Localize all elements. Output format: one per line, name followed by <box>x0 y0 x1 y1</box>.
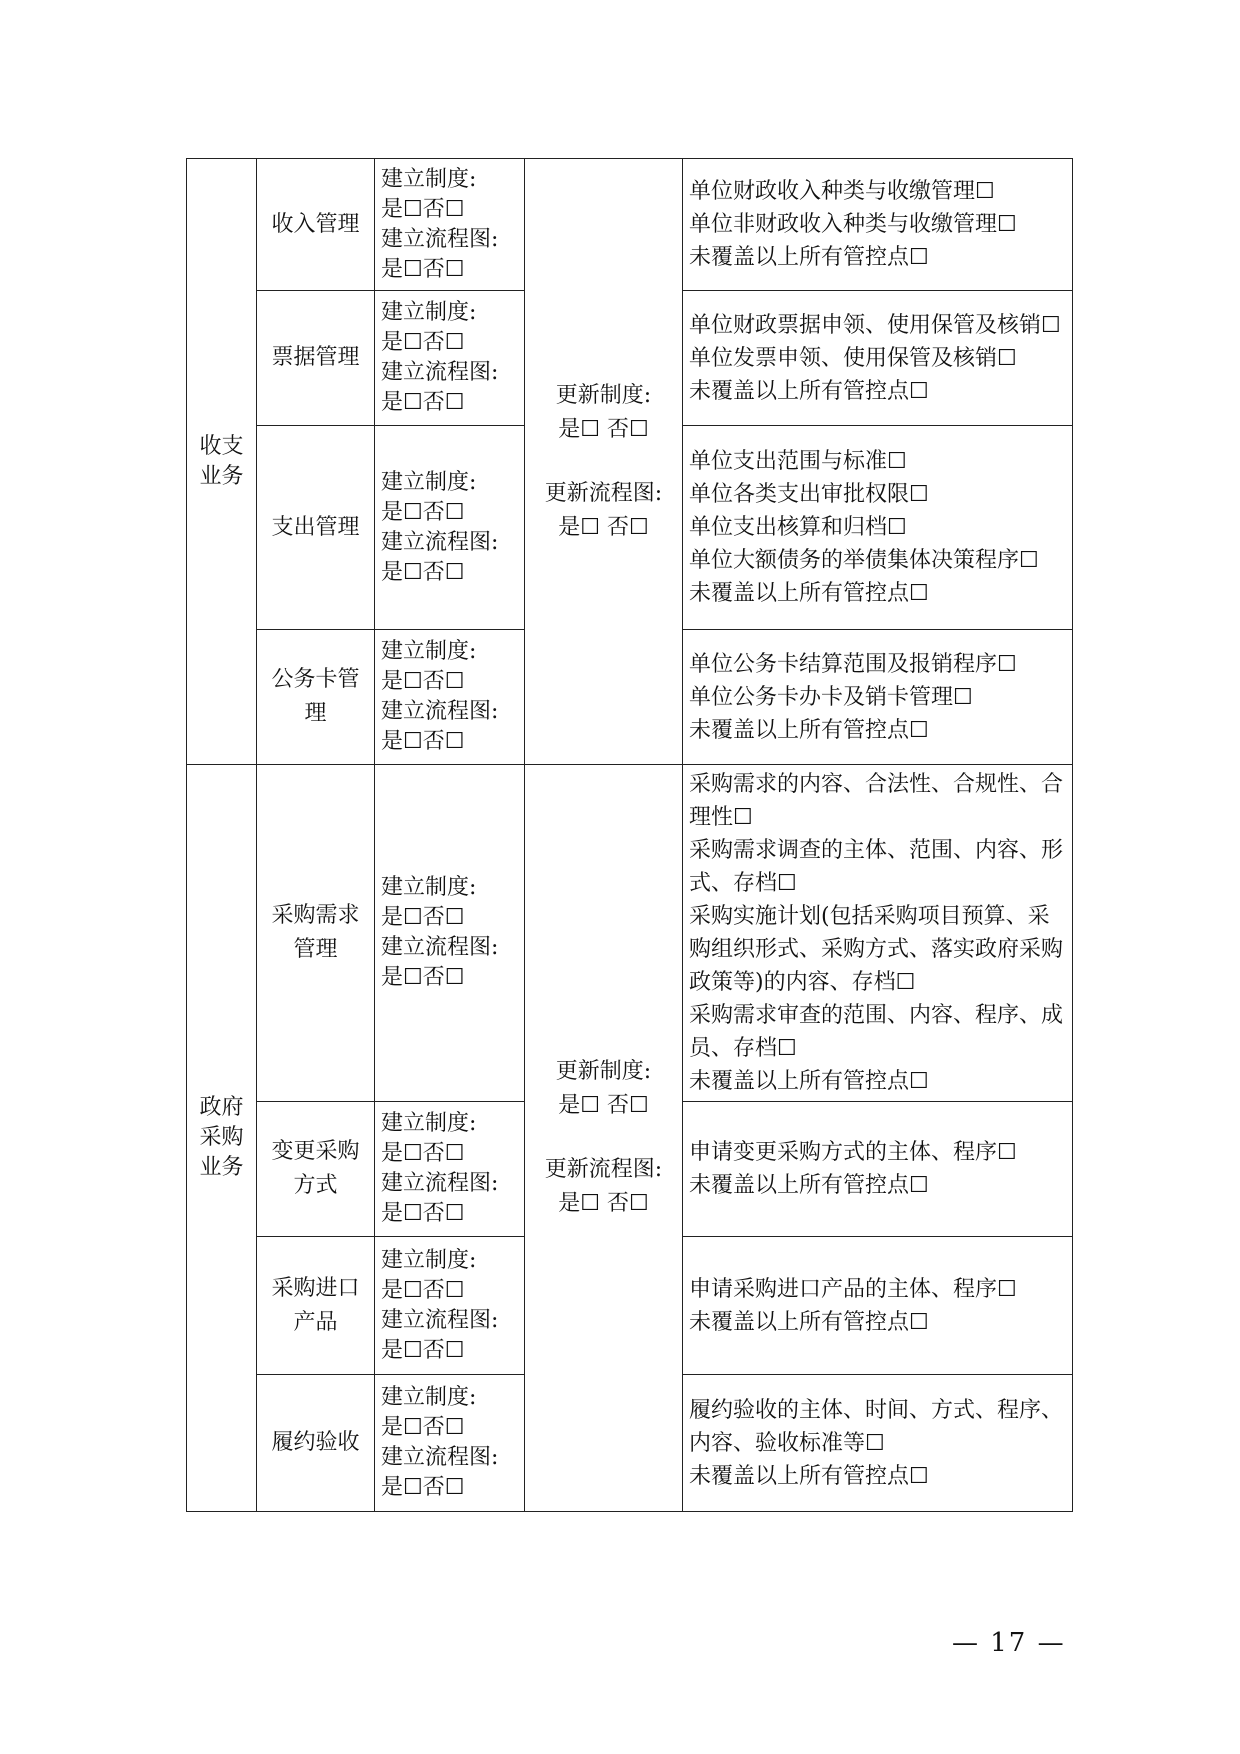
establish-cell: 建立制度: 是☐否☐ 建立流程图: 是☐否☐ <box>375 765 525 1102</box>
control-points-cell: 单位财政收入种类与收缴管理☐ 单位非财政收入种类与收缴管理☐ 未覆盖以上所有管控点☐ <box>683 159 1073 291</box>
page-number: — 17 — <box>952 1628 1066 1658</box>
establish-cell: 建立制度: 是☐否☐ 建立流程图: 是☐否☐ <box>375 426 525 630</box>
item-cell: 收入管理 <box>257 159 375 291</box>
item-cell: 票据管理 <box>257 291 375 426</box>
establish-cell: 建立制度: 是☐否☐ 建立流程图: 是☐否☐ <box>375 1237 525 1375</box>
item-cell: 变更采购 方式 <box>257 1102 375 1237</box>
update-cell: 更新制度: 是☐ 否☐ 更新流程图: 是☐ 否☐ <box>525 765 683 1512</box>
establish-cell: 建立制度: 是☐否☐ 建立流程图: 是☐否☐ <box>375 1375 525 1512</box>
item-cell: 支出管理 <box>257 426 375 630</box>
item-cell: 公务卡管 理 <box>257 630 375 765</box>
category-cell: 收支 业务 <box>187 159 257 765</box>
control-points-cell: 单位公务卡结算范围及报销程序☐ 单位公务卡办卡及销卡管理☐ 未覆盖以上所有管控点☐ <box>683 630 1073 765</box>
control-points-cell: 履约验收的主体、时间、方式、程序、内容、验收标准等☐ 未覆盖以上所有管控点☐ <box>683 1375 1073 1512</box>
update-cell: 更新制度: 是☐ 否☐ 更新流程图: 是☐ 否☐ <box>525 159 683 765</box>
control-points-cell: 申请采购进口产品的主体、程序☐ 未覆盖以上所有管控点☐ <box>683 1237 1073 1375</box>
category-cell: 政府 采购 业务 <box>187 765 257 1512</box>
control-points-cell: 单位支出范围与标准☐ 单位各类支出审批权限☐ 单位支出核算和归档☐ 单位大额债务的举债集体决策程序☐ 未覆盖以上所有管控点☐ <box>683 426 1073 630</box>
establish-cell: 建立制度: 是☐否☐ 建立流程图: 是☐否☐ <box>375 291 525 426</box>
establish-cell: 建立制度: 是☐否☐ 建立流程图: 是☐否☐ <box>375 159 525 291</box>
item-cell: 采购需求 管理 <box>257 765 375 1102</box>
establish-cell: 建立制度: 是☐否☐ 建立流程图: 是☐否☐ <box>375 1102 525 1237</box>
establish-cell: 建立制度: 是☐否☐ 建立流程图: 是☐否☐ <box>375 630 525 765</box>
item-cell: 采购进口 产品 <box>257 1237 375 1375</box>
item-cell: 履约验收 <box>257 1375 375 1512</box>
table-row <box>187 765 1073 1102</box>
control-points-cell: 申请变更采购方式的主体、程序☐ 未覆盖以上所有管控点☐ <box>683 1102 1073 1237</box>
control-points-cell: 单位财政票据申领、使用保管及核销☐ 单位发票申领、使用保管及核销☐ 未覆盖以上所有管控点☐ <box>683 291 1073 426</box>
internal-control-table <box>186 158 1073 1512</box>
table-row <box>187 159 1073 291</box>
control-points-cell: 采购需求的内容、合法性、合规性、合理性☐ 采购需求调查的主体、范围、内容、形式、存档☐ 采购实施计划(包括采购项目预算、采购组织形式、采购方式、落实政府采购政策等)的内容、存档☐ 采购需求审查的范围、内容、程序、成员、存档☐ 未覆盖以上所有管控点☐ <box>683 765 1073 1102</box>
